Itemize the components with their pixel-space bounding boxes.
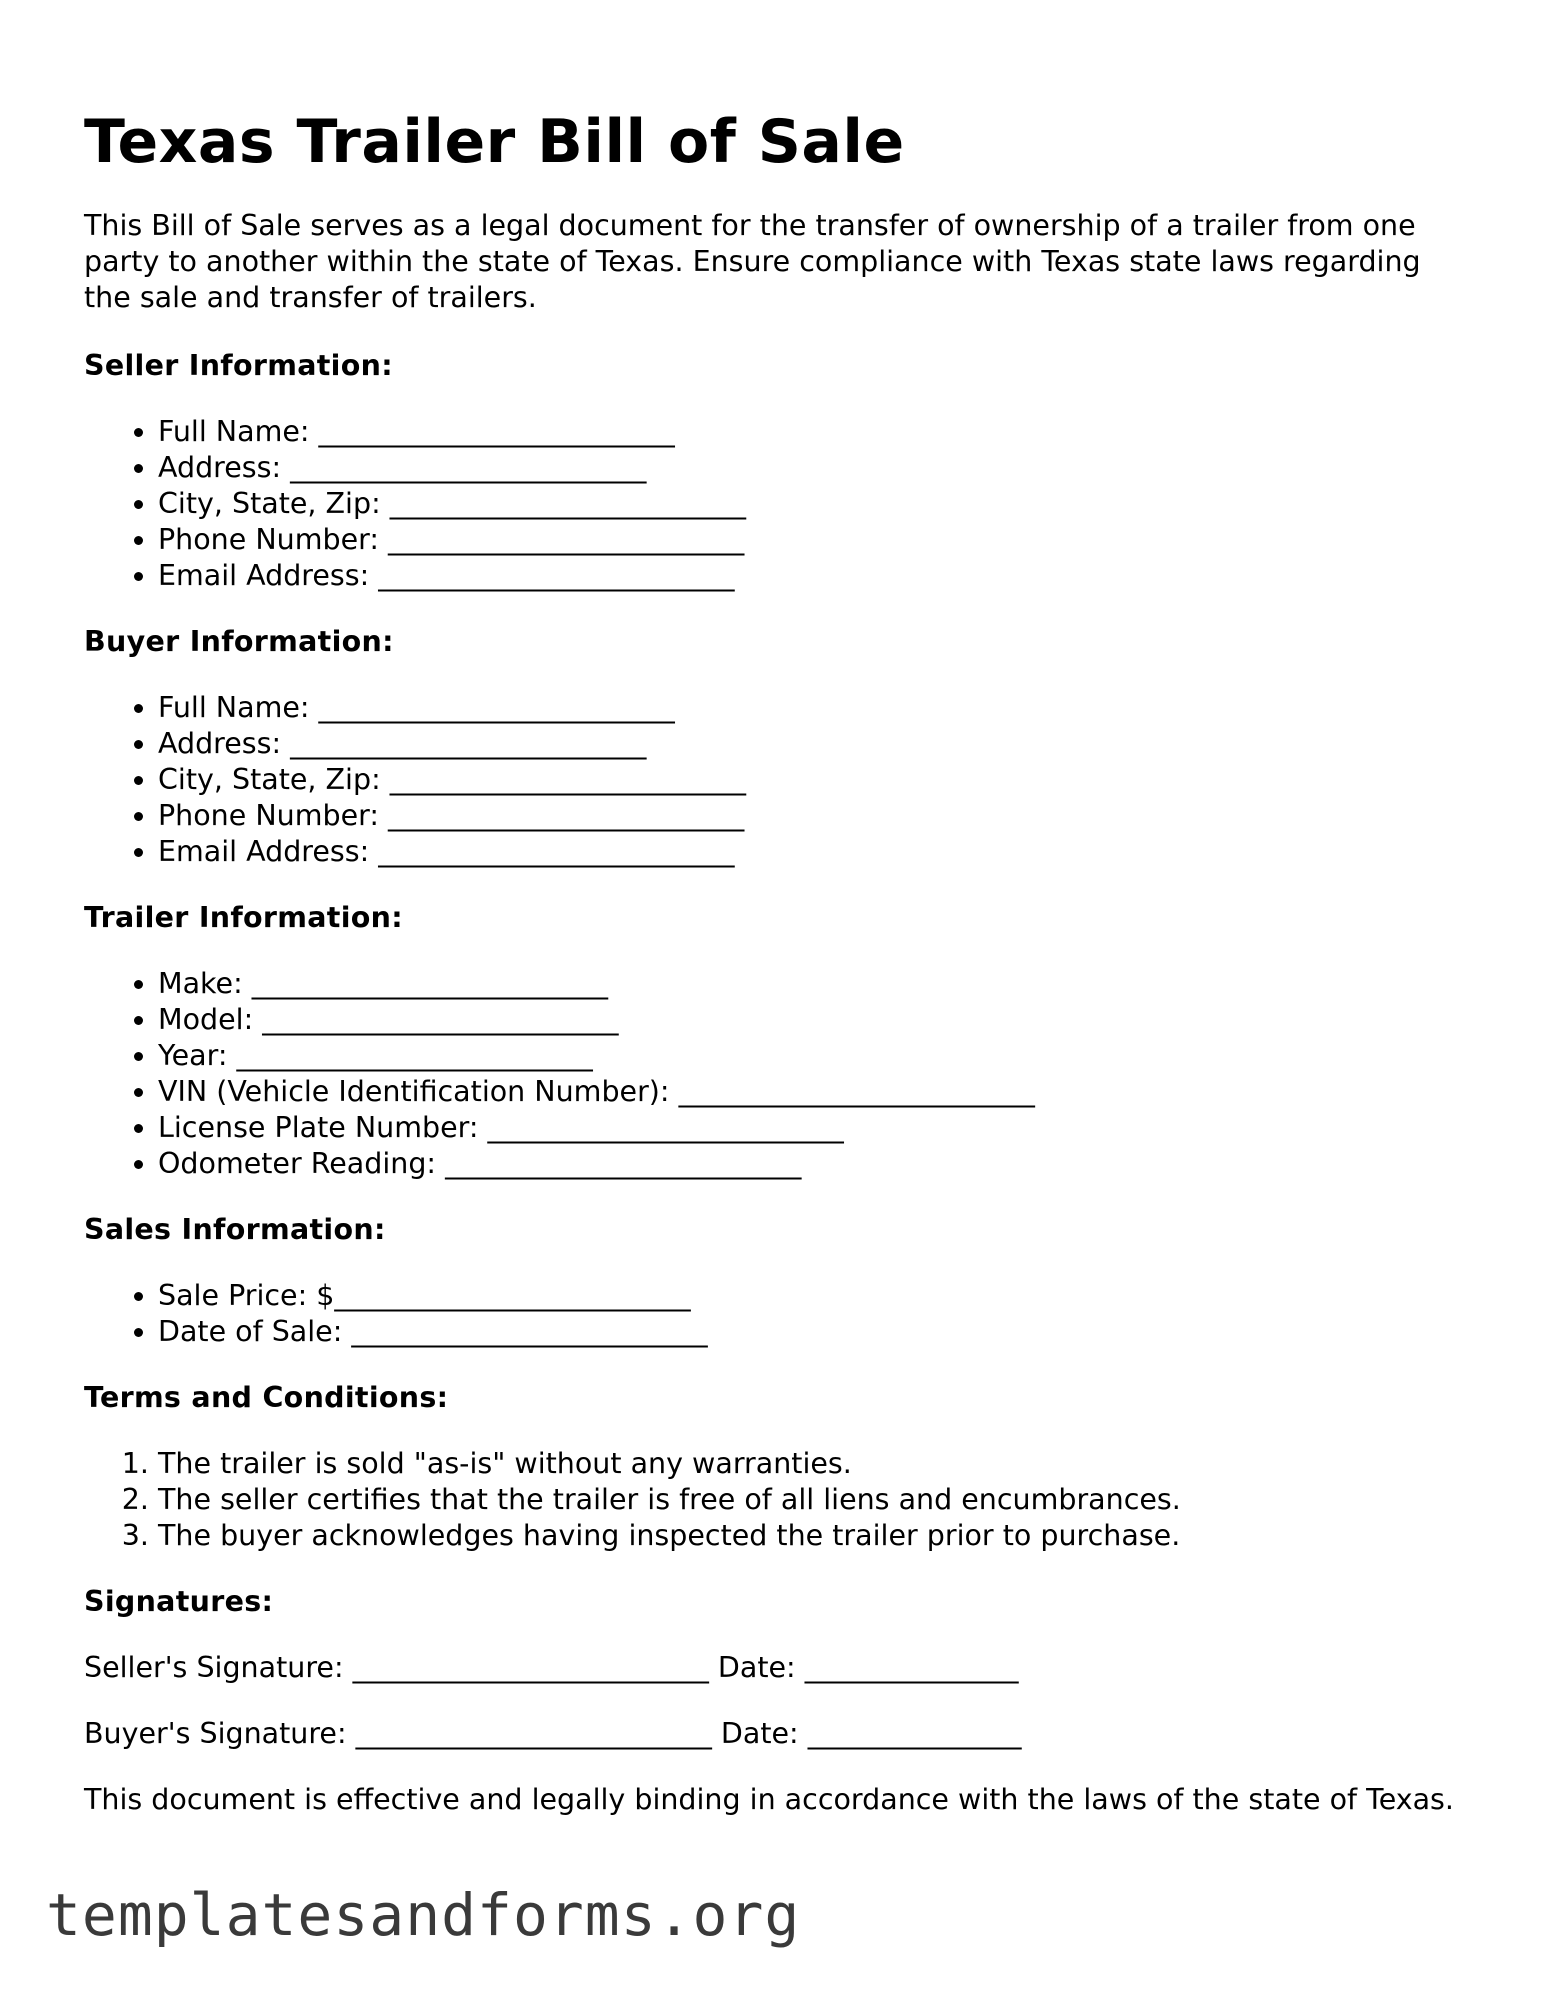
trailer-make-field: • Make: _________________________ — [158, 966, 1464, 1002]
seller-full-name-field: • Full Name: _________________________ — [158, 414, 1464, 450]
seller-field-list — [84, 414, 1464, 594]
buyer-signature-line: Buyer's Signature: _________________________ Date: _______________ — [84, 1717, 1022, 1750]
seller-city-state-zip-field: • City, State, Zip: _________________________ — [158, 486, 1464, 522]
trailer-year-field: • Year: _________________________ — [158, 1038, 1464, 1074]
terms-item: 3. The buyer acknowledges having inspected the trailer prior to purchase. — [158, 1518, 1464, 1554]
sales-field-list — [84, 1278, 1464, 1350]
document-page — [84, 100, 1464, 1818]
page-title: Texas Trailer Bill of Sale — [84, 107, 905, 177]
sale-price-field: • Sale Price: $_________________________ — [158, 1278, 1464, 1314]
seller-heading: Seller Information: — [84, 349, 393, 382]
trailer-license-plate-field: • License Plate Number: _________________________ — [158, 1110, 1464, 1146]
buyer-email-field: • Email Address: _________________________ — [158, 834, 1464, 870]
buyer-full-name-field: • Full Name: _________________________ — [158, 690, 1464, 726]
trailer-field-list — [84, 966, 1464, 1182]
closing-statement: This document is effective and legally binding in accordance with the laws of the state of Texas. — [84, 1783, 1454, 1816]
seller-phone-field: • Phone Number: _________________________ — [158, 522, 1464, 558]
sales-heading: Sales Information: — [84, 1213, 386, 1246]
buyer-address-field: • Address: _________________________ — [158, 726, 1464, 762]
terms-item: 2. The seller certifies that the trailer is free of all liens and encumbrances. — [158, 1482, 1464, 1518]
trailer-vin-field: • VIN (Vehicle Identification Number): _________________________ — [158, 1074, 1464, 1110]
seller-signature-line: Seller's Signature: _________________________ Date: _______________ — [84, 1651, 1019, 1684]
trailer-model-field: • Model: _________________________ — [158, 1002, 1464, 1038]
buyer-field-list — [84, 690, 1464, 870]
seller-email-field: • Email Address: _________________________ — [158, 558, 1464, 594]
trailer-odometer-field: • Odometer Reading: _________________________ — [158, 1146, 1464, 1182]
trailer-heading: Trailer Information: — [84, 901, 403, 934]
intro-paragraph: This Bill of Sale serves as a legal document for the transfer of ownership of a trailer from one party to another within the state of Texas. Ensure compliance with Texas state laws regarding the sale and transfer of trailers. — [84, 209, 1421, 314]
watermark: templatesandforms.org — [46, 1881, 801, 1949]
buyer-city-state-zip-field: • City, State, Zip: _________________________ — [158, 762, 1464, 798]
buyer-heading: Buyer Information: — [84, 625, 394, 658]
seller-address-field: • Address: _________________________ — [158, 450, 1464, 486]
date-of-sale-field: • Date of Sale: _________________________ — [158, 1314, 1464, 1350]
terms-list — [84, 1446, 1464, 1554]
buyer-phone-field: • Phone Number: _________________________ — [158, 798, 1464, 834]
signatures-heading: Signatures: — [84, 1585, 274, 1618]
terms-heading: Terms and Conditions: — [84, 1381, 449, 1414]
terms-item: 1. The trailer is sold "as-is" without any warranties. — [158, 1446, 1464, 1482]
